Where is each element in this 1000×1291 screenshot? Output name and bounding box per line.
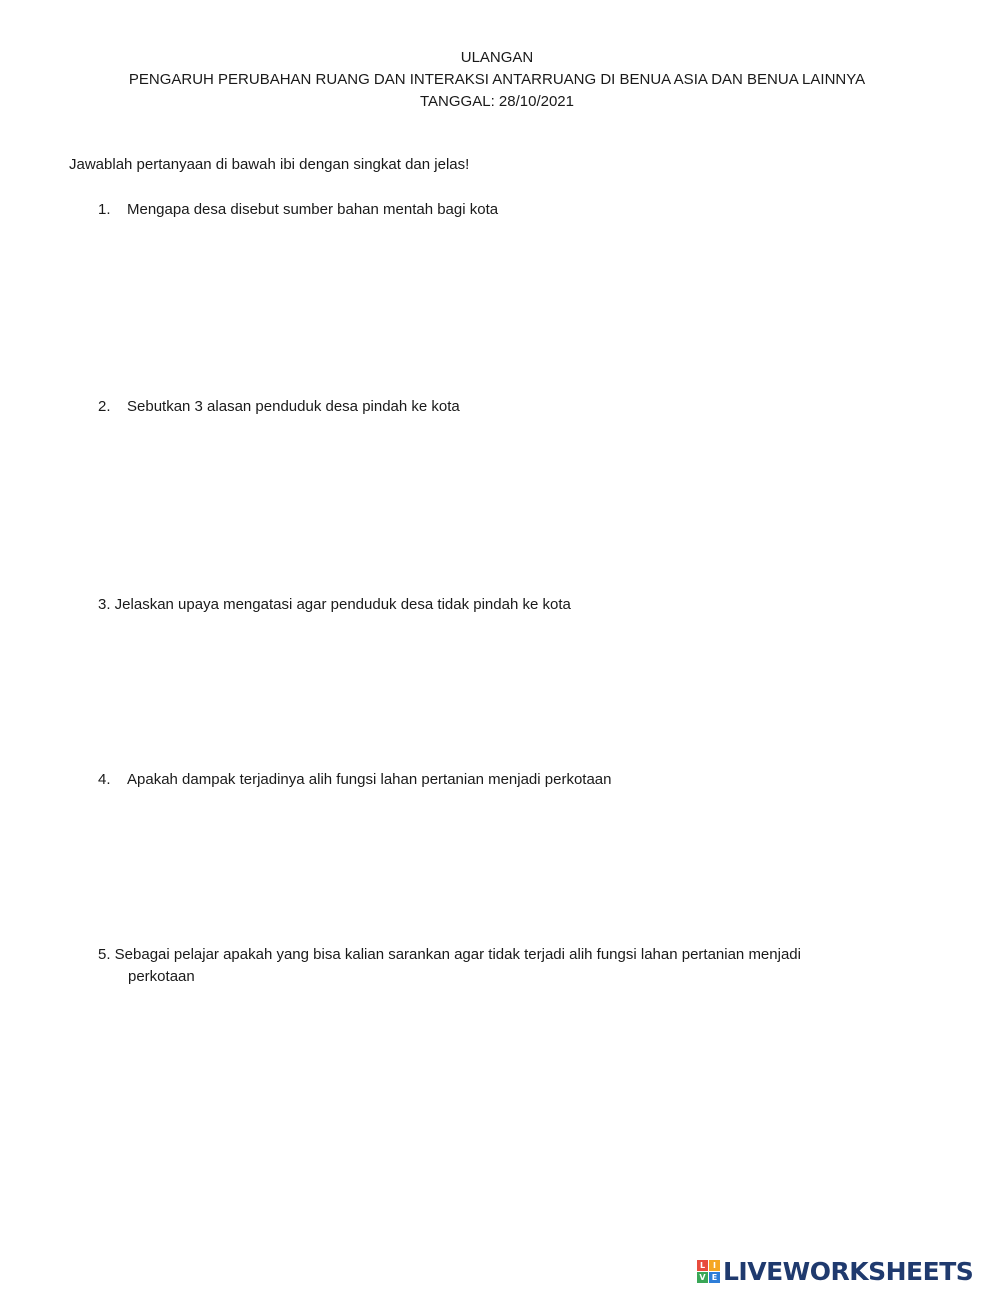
question-text-continuation: perkotaan bbox=[128, 968, 195, 985]
question-number: 2. bbox=[98, 398, 111, 415]
worksheet-type: ULANGAN bbox=[460, 49, 534, 66]
worksheet-date: TANGGAL: 28/10/2021 bbox=[420, 93, 574, 110]
instruction-text: Jawablah pertanyaan di bawah ibi dengan singkat dan jelas! bbox=[69, 156, 470, 173]
question-number: 4. bbox=[98, 771, 111, 788]
question-text: Apakah dampak terjadinya alih fungsi lahan pertanian menjadi perkotaan bbox=[127, 771, 612, 788]
worksheet-title: PENGARUH PERUBAHAN RUANG DAN INTERAKSI ANTARRUANG DI BENUA ASIA DAN BENUA LAINNYA bbox=[128, 71, 866, 88]
question-text: 3. Jelaskan upaya mengatasi agar penduduk desa tidak pindah ke kota bbox=[98, 596, 571, 613]
question-3 bbox=[98, 594, 571, 616]
logo-wordmark: LIVEWORKSHEETS bbox=[723, 1256, 974, 1286]
liveworksheets-logo bbox=[697, 1257, 973, 1285]
question-1 bbox=[98, 199, 498, 221]
question-5 bbox=[98, 944, 878, 988]
question-text: Sebutkan 3 alasan penduduk desa pindah ke kota bbox=[127, 398, 460, 415]
logo-letter: I bbox=[709, 1260, 720, 1271]
question-number: 1. bbox=[98, 201, 111, 218]
question-text: Mengapa desa disebut sumber bahan mentah bagi kota bbox=[127, 201, 499, 218]
logo-letter: L bbox=[697, 1260, 708, 1271]
question-text: 5. Sebagai pelajar apakah yang bisa kalian sarankan agar tidak terjadi alih fungsi lahan pertanian menjadi bbox=[98, 946, 801, 963]
worksheet-header bbox=[0, 47, 994, 113]
live-badge-icon bbox=[697, 1260, 720, 1283]
logo-letter: E bbox=[709, 1272, 720, 1283]
question-2 bbox=[98, 396, 460, 418]
logo-letter: V bbox=[697, 1272, 708, 1283]
question-4 bbox=[98, 769, 612, 791]
